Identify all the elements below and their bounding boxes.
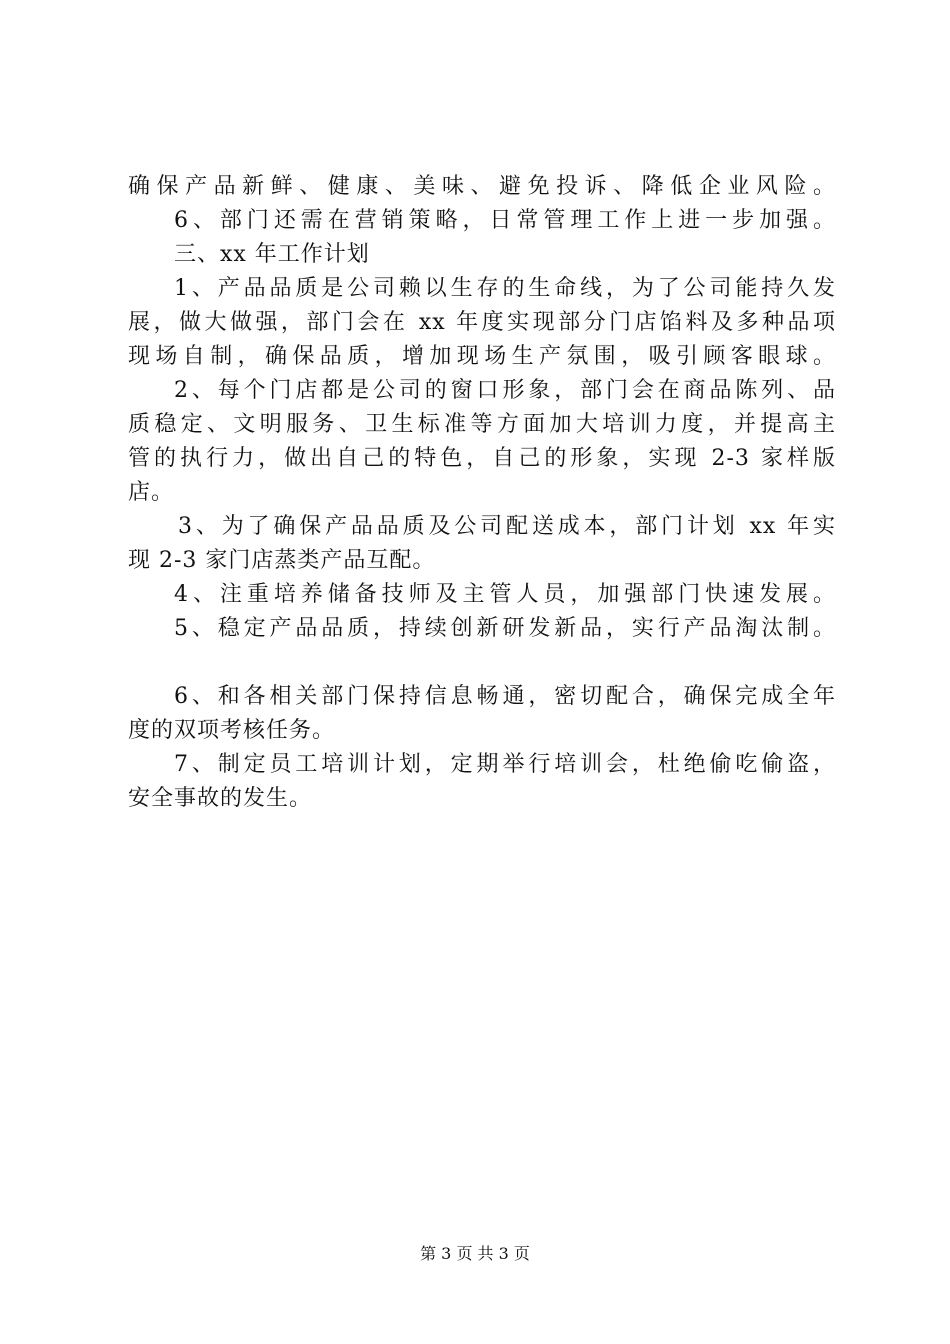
paragraph-line: 现场自制，确保品质，增加现场生产氛围，吸引顾客眼球。: [128, 344, 836, 369]
paragraph-line: 3、为了确保产品品质及公司配送成本，部门计划 xx 年实: [178, 514, 836, 539]
paragraph-line: 安全事故的发生。: [128, 786, 313, 811]
paragraph-line: 4、注重培养储备技师及主管人员，加强部门快速发展。: [174, 582, 836, 607]
paragraph-line: 管的执行力，做出自己的特色，自己的形象，实现 2-3 家样版: [128, 446, 836, 471]
paragraph-line: 6、和各相关部门保持信息畅通，密切配合，确保完成全年: [174, 684, 836, 709]
paragraph-line: 5、稳定产品品质，持续创新研发新品，实行产品淘汰制。: [174, 616, 836, 641]
paragraph-gap: [128, 646, 836, 680]
paragraph-line: 2、每个门店都是公司的窗口形象，部门会在商品陈列、品: [174, 378, 836, 403]
document-body: [128, 170, 836, 816]
section-heading: 三、xx 年工作计划: [174, 242, 370, 267]
paragraph-line: 店。: [128, 480, 175, 505]
paragraph-line: 现 2-3 家门店蒸类产品互配。: [128, 548, 436, 573]
paragraph-line: 质稳定、文明服务、卫生标准等方面加大培训力度，并提高主: [128, 412, 836, 437]
page-number-footer: 第 3 页 共 3 页: [420, 1244, 530, 1263]
paragraph-line: 展，做大做强，部门会在 xx 年度实现部分门店馅料及多种品项: [128, 310, 836, 335]
paragraph-line: 1、产品品质是公司赖以生存的生命线，为了公司能持久发: [174, 276, 836, 301]
paragraph-line: 6、部门还需在营销策略，日常管理工作上进一步加强。: [174, 208, 836, 233]
paragraph-line: 7、制定员工培训计划，定期举行培训会，杜绝偷吃偷盗，: [174, 752, 836, 777]
paragraph-line: 确保产品新鲜、健康、美味、避免投诉、降低企业风险。: [128, 174, 836, 199]
paragraph-line: 度的双项考核任务。: [128, 718, 336, 743]
